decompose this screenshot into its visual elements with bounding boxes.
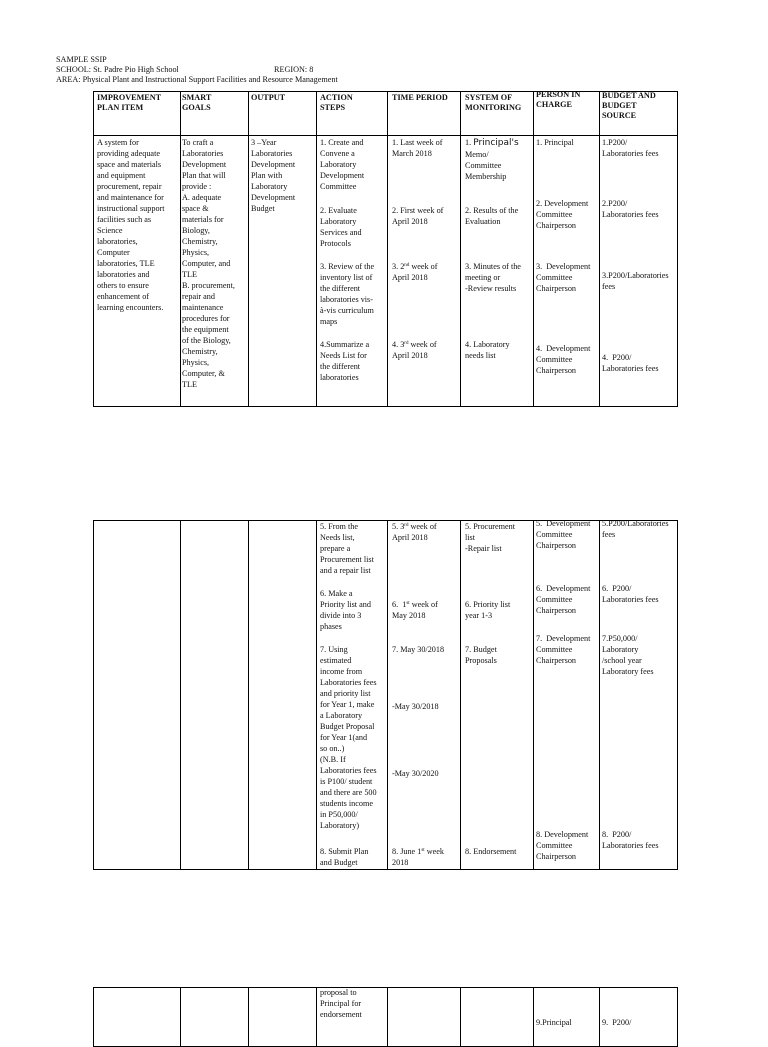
monitoring-5: 5. Procurement list -Repair list [465, 522, 516, 553]
action-step-8-continued: proposal to Principal for endorsement [320, 988, 362, 1019]
monitoring-8: 8. Endorsement [465, 847, 517, 856]
monitoring-3: 3. Minutes of the meeting or -Review results [465, 262, 521, 293]
time-period-5: 5. 3rd week of April 2018 [392, 522, 437, 542]
action-step-3: 3. Review of the inventory list of the different laboratories vis- à-vis curriculum maps [320, 262, 375, 326]
person-in-charge-4: 4. Development Committee Chairperson [536, 344, 591, 375]
region: REGION: 8 [274, 65, 314, 74]
person-in-charge-3: 3. Development Committee Chairperson [536, 262, 591, 293]
monitoring-6: 6. Priority list year 1-3 [465, 600, 511, 620]
action-step-8: 8. Submit Plan and Budget [320, 847, 369, 867]
col-header-person: PERSON IN CHARGE [536, 90, 581, 109]
ssip-table-page-3 [93, 987, 678, 1047]
ssip-table-page-1 [93, 91, 678, 407]
ssip-table-page-2 [93, 520, 678, 870]
budget-1: 1.P200/ Laboratories fees [602, 138, 659, 158]
col-header-time: TIME PERIOD [392, 93, 448, 102]
monitoring-7: 7. Budget Proposals [465, 645, 497, 665]
action-step-6: 6. Make a Priority list and divide into 3 phases [320, 589, 371, 631]
person-in-charge-9: 9.Principal [536, 1018, 572, 1027]
time-period-8: 8. June 1st week 2018 [392, 847, 445, 867]
time-period-2: 2. First week of April 2018 [392, 206, 444, 226]
action-step-5: 5. From the Needs list, prepare a Procurement list and a repair list [320, 522, 374, 575]
person-in-charge-8: 8. Development Committee Chairperson [536, 830, 589, 861]
budget-8: 8. P200/ Laboratories fees [602, 830, 659, 850]
col-header-improvement: IMPROVEMENT PLAN ITEM [97, 93, 162, 112]
budget-7: 7.P50,000/ Laboratory /school year Laboratory fees [602, 634, 654, 676]
budget-5: 5.P200/Laboratories fees [602, 519, 669, 539]
col-header-budget: BUDGET AND BUDGET SOURCE [602, 91, 656, 120]
smart-goals: To craft a Laboratories Development Plan that will provide : A. adequate space & materials for Biology, Chemistry, Physics, Computer, and TLE B. procurement, repair and maintenance procedures for the equipment of the Biology, Chemistry, Physics, Computer, & TLE [182, 138, 235, 389]
col-header-smart: SMART GOALS [182, 93, 212, 112]
budget-9: 9. P200/ [602, 1018, 632, 1027]
time-period-3: 3. 2nd week of April 2018 [392, 262, 438, 282]
budget-2: 2.P200/ Laboratories fees [602, 199, 659, 219]
doc-label: SAMPLE SSIP [56, 55, 107, 64]
person-in-charge-6: 6. Development Committee Chairperson [536, 584, 591, 615]
time-period-7b: -May 30/2018 [392, 702, 439, 711]
col-header-output: OUTPUT [251, 93, 286, 102]
budget-3: 3.P200/Laboratories fees [602, 271, 669, 291]
time-period-4: 4. 3rd week of April 2018 [392, 340, 437, 360]
action-step-4: 4.Summarize a Needs List for the different laboratories [320, 340, 370, 382]
time-period-7: 7. May 30/2018 [392, 645, 445, 654]
action-step-1: 1. Create and Convene a Laboratory Development Committee [320, 138, 365, 191]
budget-4: 4. P200/ Laboratories fees [602, 353, 659, 373]
time-period-7c: -May 30/2020 [392, 769, 439, 778]
person-in-charge-7: 7. Development Committee Chairperson [536, 634, 591, 665]
action-step-7: 7. Using estimated income from Laboratories fees and priority list for Year 1, make a Laboratory Budget Proposal for Year 1(and so on..) (N.B. If Laboratories fees is P100/ student and there are 500 students income in P50,000/ Laboratory) [320, 645, 377, 830]
monitoring-4: 4. Laboratory needs list [465, 340, 510, 360]
improvement-plan-item: A system for providing adequate space and materials and equipment procurement, repair and maintenance for instructional support facilities such as Science laboratories, Computer laboratories, TLE laboratories and others to ensure enhancement of learning encounters. [97, 138, 165, 312]
output: 3 –Year Laboratories Development Plan with Laboratory Development Budget [251, 138, 296, 213]
monitoring-2: 2. Results of the Evaluation [465, 206, 519, 226]
time-period-6: 6. 1st week of May 2018 [392, 600, 438, 620]
time-period-1: 1. Last week of March 2018 [392, 138, 443, 158]
person-in-charge-5: 5. Development Committee Chairperson [536, 519, 591, 550]
person-in-charge-2: 2. Development Committee Chairperson [536, 199, 589, 230]
col-header-action: ACTION STEPS [320, 93, 353, 112]
monitoring-1: 1. Principal's Memo/ Committee Membership [465, 138, 519, 181]
school-name: SCHOOL: St. Padre Pio High School [56, 65, 179, 74]
area: AREA: Physical Plant and Instructional Support Facilities and Resource Management [56, 75, 338, 84]
budget-6: 6. P200/ Laboratories fees [602, 584, 659, 604]
person-in-charge-1: 1. Principal [536, 138, 574, 147]
col-header-monitoring: SYSTEM OF MONITORING [465, 93, 522, 112]
action-step-2: 2. Evaluate Laboratory Services and Protocols [320, 206, 362, 248]
